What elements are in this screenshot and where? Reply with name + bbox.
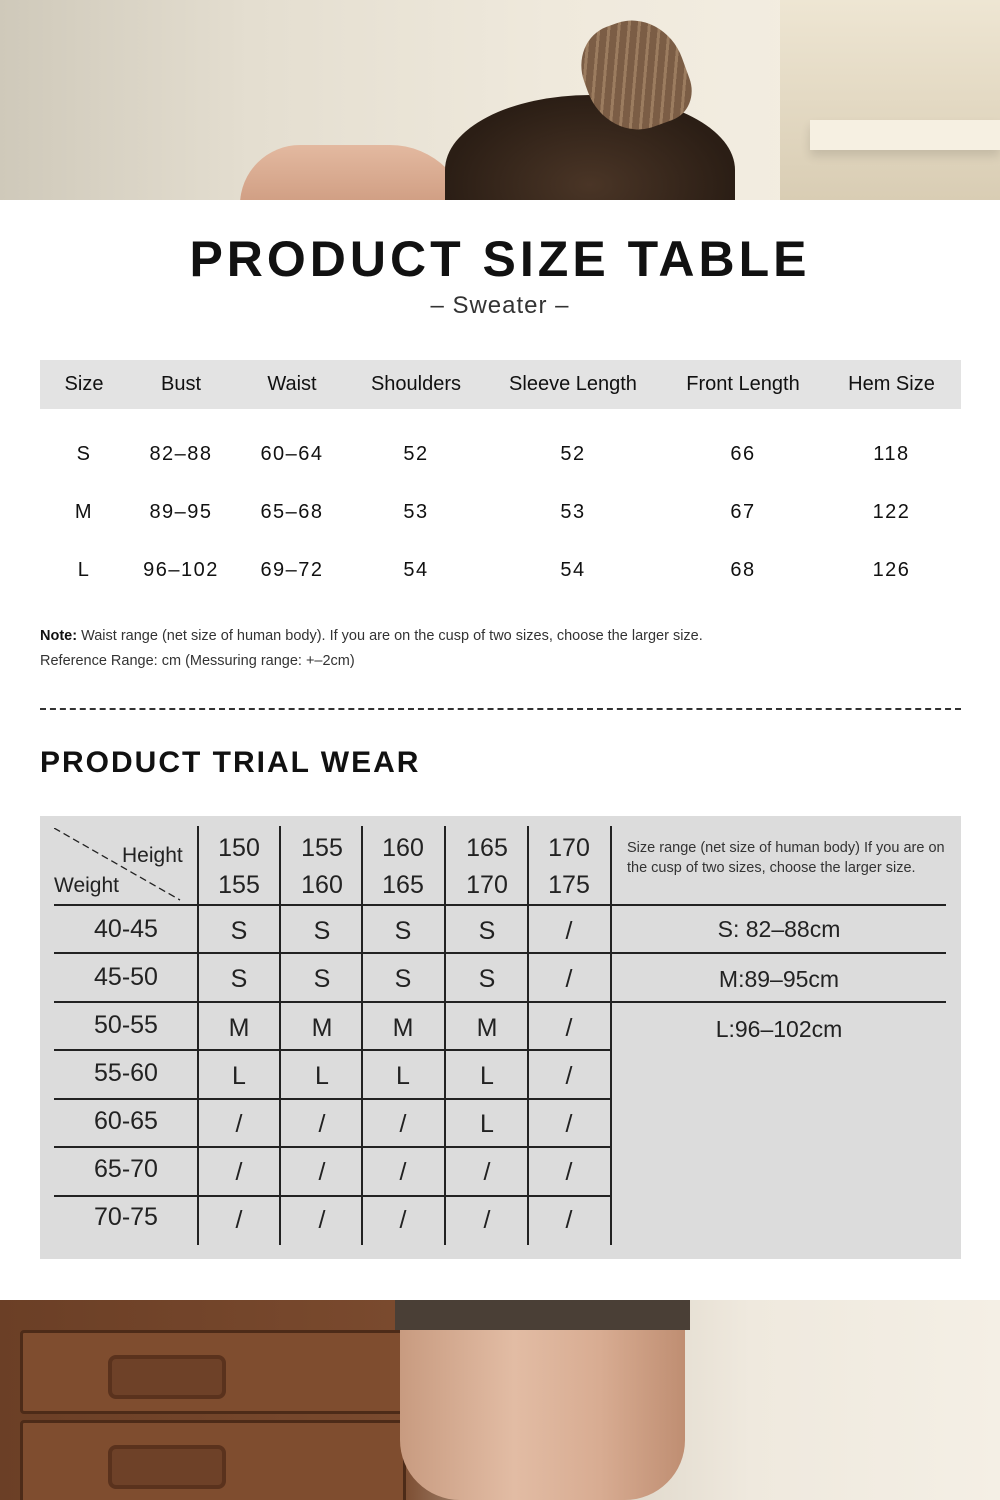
size-cell: M — [311, 1014, 333, 1042]
size-cell: S — [478, 965, 496, 993]
size-cell: / — [565, 1206, 573, 1234]
column-header-shoulders: Shoulders — [350, 360, 482, 409]
note-line — [40, 624, 703, 649]
table-cell: 52 — [560, 442, 586, 465]
trial-wear-title: PRODUCT TRIAL WEAR — [40, 746, 421, 779]
size-cell: / — [565, 1158, 573, 1186]
size-cell: S — [394, 917, 412, 945]
height-range-header — [446, 830, 528, 904]
size-cell: L — [480, 1110, 494, 1138]
note-label: Note: — [40, 628, 78, 644]
height-to: 160 — [301, 871, 343, 899]
column-header-sleeve-length: Sleeve Length — [482, 360, 664, 409]
size-cell: / — [483, 1206, 491, 1234]
column-header-size: Size — [40, 360, 128, 409]
size-range-m: M:89–95cm — [718, 966, 840, 992]
size-cell: / — [318, 1110, 326, 1138]
size-cell: / — [235, 1206, 243, 1234]
table-cell: M — [74, 500, 94, 523]
size-note — [40, 624, 703, 674]
size-cell: S — [230, 917, 248, 945]
size-range-s: S: 82–88cm — [717, 916, 841, 942]
size-cell: / — [565, 1110, 573, 1138]
table-cell: S — [76, 442, 92, 465]
weight-range-label: 40-45 — [94, 915, 158, 943]
weight-range-label: 45-50 — [94, 963, 158, 991]
dresser-drawer — [20, 1420, 406, 1500]
table-cell: 118 — [873, 442, 910, 465]
grid-line — [54, 1195, 611, 1197]
size-cell: / — [399, 1158, 407, 1186]
model-legs — [400, 1300, 685, 1500]
size-range-l: L:96–102cm — [715, 1016, 843, 1042]
height-range-header — [362, 830, 444, 904]
column-header-waist: Waist — [234, 360, 350, 409]
size-cell: / — [235, 1158, 243, 1186]
table-cell: 122 — [872, 500, 911, 523]
table-cell: 66 — [730, 442, 756, 465]
page-title: PRODUCT SIZE TABLE — [189, 231, 811, 287]
model-hair — [445, 95, 735, 200]
dashed-divider — [40, 708, 961, 710]
table-cell: 126 — [872, 558, 911, 581]
table-cell: 89–95 — [149, 500, 213, 523]
grid-line — [54, 1049, 611, 1051]
height-from: 155 — [301, 834, 343, 862]
height-to: 170 — [466, 871, 508, 899]
table-cell: 67 — [730, 500, 756, 523]
corner-label-weight: Weight — [54, 874, 119, 897]
wall-shelf — [810, 120, 1000, 150]
weight-range-label: 65-70 — [94, 1155, 158, 1183]
size-cell: / — [399, 1206, 407, 1234]
product-size-table — [40, 360, 961, 599]
size-range-note: Size range (net size of human body) If you are on the cusp of two sizes, choose the larger size. — [627, 840, 945, 876]
size-table-header-row — [40, 360, 961, 409]
table-cell: 68 — [730, 558, 756, 581]
column-header-bust: Bust — [128, 360, 234, 409]
table-cell: L — [77, 558, 91, 581]
column-header-front-length: Front Length — [664, 360, 822, 409]
table-cell: 54 — [403, 558, 429, 581]
height-to: 155 — [218, 871, 260, 899]
table-cell: 52 — [403, 442, 429, 465]
table-cell: 60–64 — [260, 442, 324, 465]
size-cell: S — [313, 965, 331, 993]
table-row — [40, 541, 961, 599]
size-cell: M — [476, 1014, 498, 1042]
table-cell: 54 — [560, 558, 586, 581]
size-chart-card — [0, 200, 1000, 1300]
grid-line — [54, 1146, 611, 1148]
grid-line — [54, 952, 946, 954]
weight-range-label: 60-65 — [94, 1107, 158, 1135]
size-cell: L — [480, 1062, 494, 1090]
size-cell: / — [565, 965, 573, 993]
wall-shelf-area — [780, 0, 1000, 200]
size-cell: S — [478, 917, 496, 945]
size-cell: / — [399, 1110, 407, 1138]
weight-range-label: 50-55 — [94, 1011, 158, 1039]
height-to: 165 — [382, 871, 424, 899]
column-header-hem-size: Hem Size — [822, 360, 961, 409]
background-photo-top — [0, 0, 1000, 200]
note-text: Waist range (net size of human body). If you are on the cusp of two sizes, choose the larger size. — [77, 628, 703, 644]
height-from: 165 — [466, 834, 508, 862]
drawer-handle — [108, 1445, 226, 1489]
size-cell: M — [228, 1014, 250, 1042]
height-range-header — [281, 830, 363, 904]
table-cell: 53 — [560, 500, 586, 523]
product-subtitle: – Sweater – — [430, 292, 570, 319]
reference-range-text: Reference Range: cm (Messuring range: +–2cm) — [40, 653, 355, 669]
trial-wear-grid — [40, 816, 961, 1259]
table-spacer — [40, 409, 961, 425]
height-from: 170 — [548, 834, 590, 862]
size-cell: / — [318, 1158, 326, 1186]
size-cell: / — [565, 917, 573, 945]
size-cell: M — [392, 1014, 414, 1042]
table-cell: 53 — [403, 500, 429, 523]
size-cell: S — [394, 965, 412, 993]
size-cell: S — [230, 965, 248, 993]
height-range-header — [528, 830, 610, 904]
size-cell: / — [483, 1158, 491, 1186]
size-cell: S — [313, 917, 331, 945]
size-cell: / — [565, 1062, 573, 1090]
table-cell: 69–72 — [260, 558, 324, 581]
table-row — [40, 425, 961, 483]
size-cell: L — [315, 1062, 329, 1090]
table-cell: 96–102 — [143, 558, 219, 581]
grid-line — [54, 1098, 611, 1100]
corner-label-height: Height — [122, 844, 183, 867]
height-range-header — [198, 830, 280, 904]
size-cell: L — [232, 1062, 246, 1090]
table-cell: 82–88 — [149, 442, 213, 465]
height-to: 175 — [548, 871, 590, 899]
background-photo-bottom — [0, 1300, 1000, 1500]
grid-line — [54, 904, 946, 906]
table-cell: 65–68 — [260, 500, 324, 523]
drawer-handle — [108, 1355, 226, 1399]
weight-range-label: 70-75 — [94, 1203, 158, 1231]
height-from: 160 — [382, 834, 424, 862]
size-cell: / — [565, 1014, 573, 1042]
model-shorts — [395, 1300, 690, 1330]
dresser-drawer — [20, 1330, 406, 1414]
model-arm — [240, 145, 470, 200]
size-cell: / — [318, 1206, 326, 1234]
grid-line — [54, 1001, 946, 1003]
size-cell: / — [235, 1110, 243, 1138]
height-from: 150 — [218, 834, 260, 862]
weight-range-label: 55-60 — [94, 1059, 158, 1087]
table-row — [40, 483, 961, 541]
size-cell: L — [396, 1062, 410, 1090]
